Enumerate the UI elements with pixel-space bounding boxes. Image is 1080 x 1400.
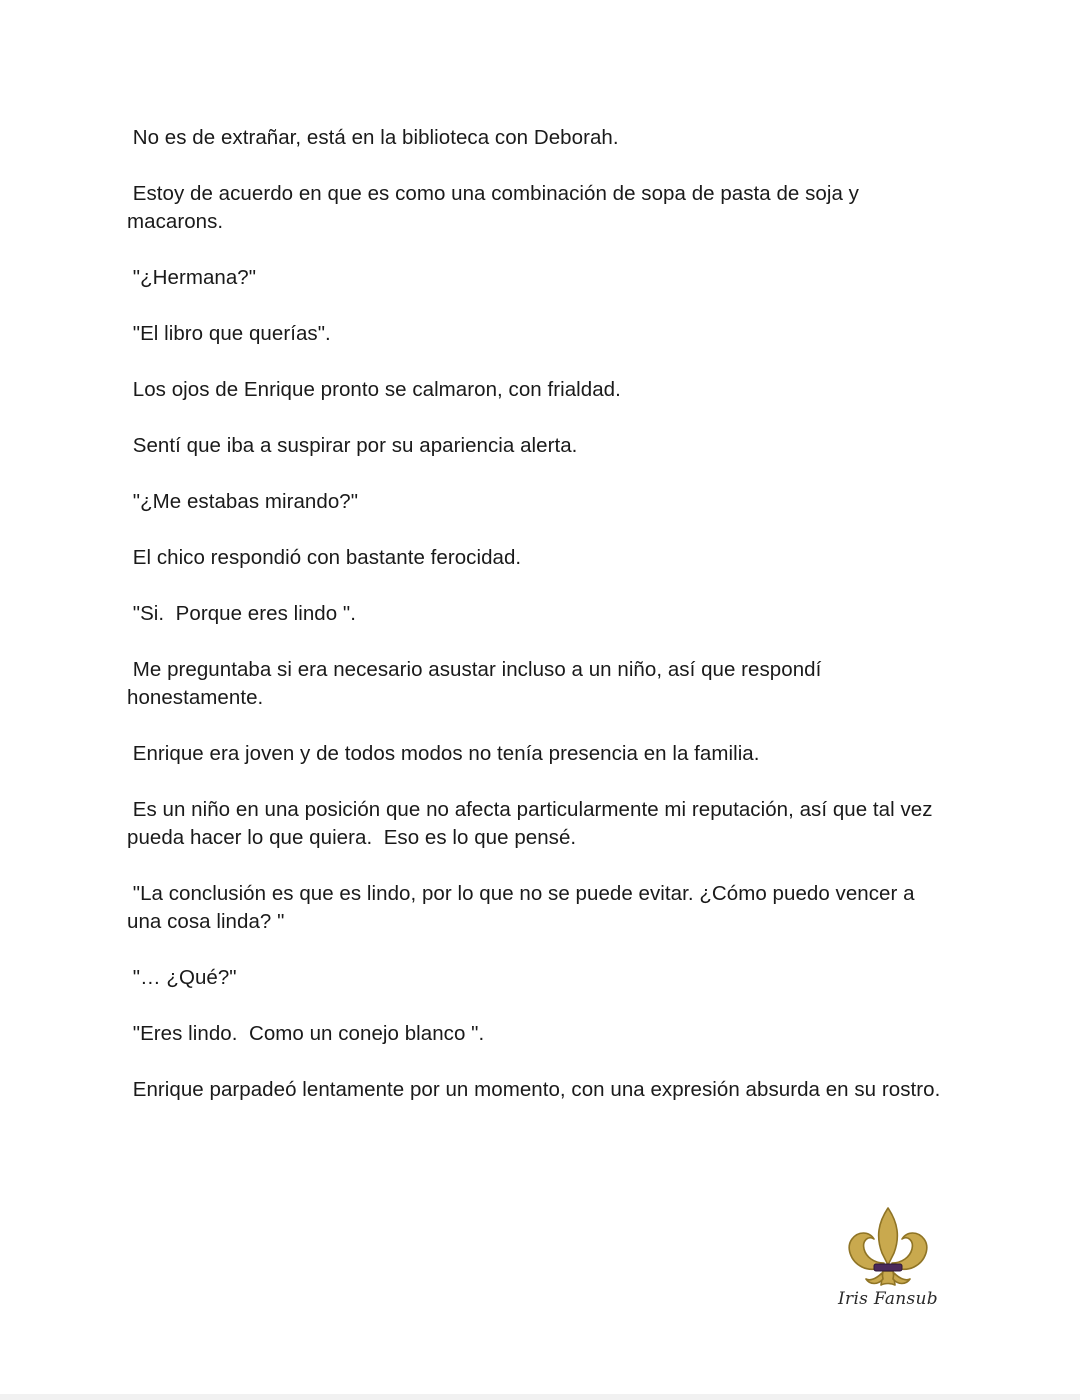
paragraph: Los ojos de Enrique pronto se calmaron, con frialdad. (127, 378, 621, 401)
paragraph: Es un niño en una posición que no afecta particularmente mi reputación, así que tal vez pueda hacer lo que quiera. Eso es lo que pensé. (127, 798, 939, 849)
paragraph: "… ¿Qué?" (127, 966, 237, 989)
paragraph: "Eres lindo. Como un conejo blanco ". (127, 1022, 485, 1045)
watermark-text: Iris Fansub (838, 1289, 938, 1309)
paragraph: Enrique era joven y de todos modos no tenía presencia en la familia. (127, 742, 760, 765)
page-bottom-edge (0, 1394, 1080, 1400)
paragraph: Enrique parpadeó lentamente por un momento, con una expresión absurda en su rostro. (127, 1078, 941, 1101)
paragraph: Sentí que iba a suspirar por su apariencia alerta. (127, 434, 578, 457)
paragraph: "La conclusión es que es lindo, por lo que no se puede evitar. ¿Cómo puedo vencer a una cosa linda? " (127, 882, 921, 933)
paragraph: "El libro que querías". (127, 322, 331, 345)
document-body (127, 124, 947, 1132)
paragraph: El chico respondió con bastante ferocidad. (127, 546, 522, 569)
iris-fansub-watermark (838, 1205, 938, 1315)
fleur-de-lis-icon (838, 1205, 938, 1291)
paragraph: Me preguntaba si era necesario asustar incluso a un niño, así que respondí honestamente. (127, 658, 828, 709)
paragraph: "¿Hermana?" (127, 266, 257, 289)
paragraph: No es de extrañar, está en la biblioteca con Deborah. (127, 126, 619, 149)
paragraph: "Si. Porque eres lindo ". (127, 602, 356, 625)
paragraph: "¿Me estabas mirando?" (127, 490, 359, 513)
paragraph: Estoy de acuerdo en que es como una combinación de sopa de pasta de soja y macarons. (127, 182, 865, 233)
